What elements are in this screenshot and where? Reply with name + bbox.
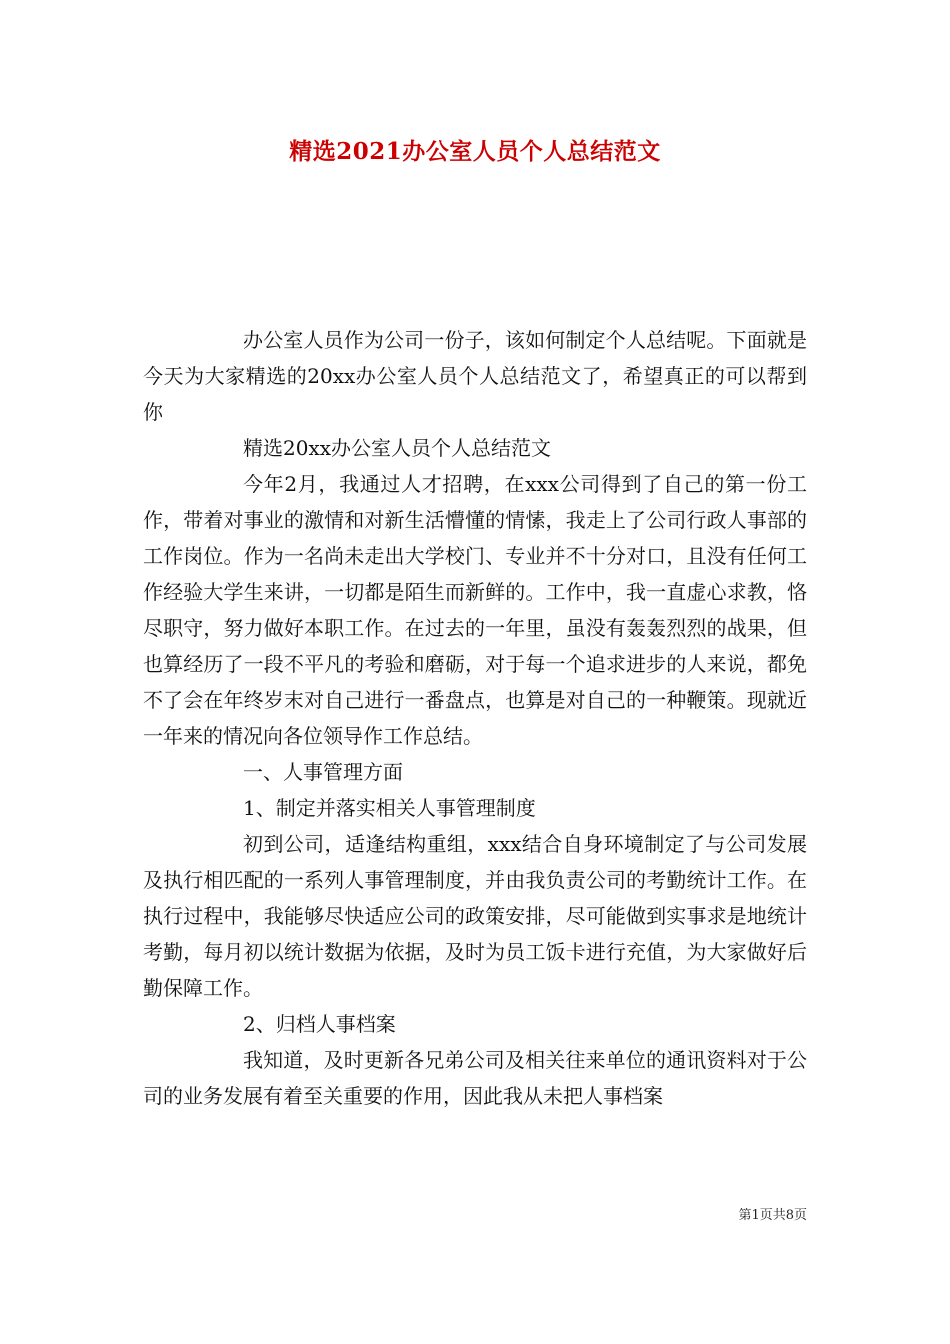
body-paragraph: 今年2月，我通过人才招聘，在xxx公司得到了自己的第一份工作，带着对事业的激情和对新生活懵懂的情愫，我走上了公司行政人事部的工作岗位。作为一名尚未走出大学校门、专业并不十分对口，且没有任何工作经验大学生来讲，一切都是陌生而新鲜的。工作中，我一直虚心求教，恪尽职守，努力做好本职工作。在过去的一年里，虽没有轰轰烈烈的战果，但也算经历了一段不平凡的考验和磨砺，对于每一个追求进步的人来说，都免不了会在年终岁末对自己进行一番盘点，也算是对自己的一种鞭策。现就近一年来的情况向各位领导作工作总结。: [143, 472, 807, 748]
intro-paragraph: 办公室人员作为公司一份子，该如何制定个人总结呢。下面就是今天为大家精选的20xx办公室人员个人总结范文了，希望真正的可以帮到你: [143, 328, 807, 424]
subsection-heading: 2、归档人事档案: [243, 1012, 396, 1036]
document-body: [143, 322, 807, 1114]
body-paragraph: 我知道，及时更新各兄弟公司及相关往来单位的通讯资料对于公司的业务发展有着至关重要的作用，因此我从未把人事档案: [143, 1048, 807, 1108]
page-number: 第1页共8页: [738, 1208, 807, 1223]
document-title: 精选2021办公室人员个人总结范文: [289, 138, 661, 165]
subtitle-line: 精选20xx办公室人员个人总结范文: [243, 436, 552, 460]
body-paragraph: 初到公司，适逢结构重组，xxx结合自身环境制定了与公司发展及执行相匹配的一系列人事管理制度，并由我负责公司的考勤统计工作。在执行过程中，我能够尽快适应公司的政策安排，尽可能做到实事求是地统计考勤，每月初以统计数据为依据，及时为员工饭卡进行充值，为大家做好后勤保障工作。: [143, 832, 807, 1000]
subsection-heading: 1、制定并落实相关人事管理制度: [243, 796, 536, 820]
section-heading: 一、人事管理方面: [243, 760, 403, 784]
